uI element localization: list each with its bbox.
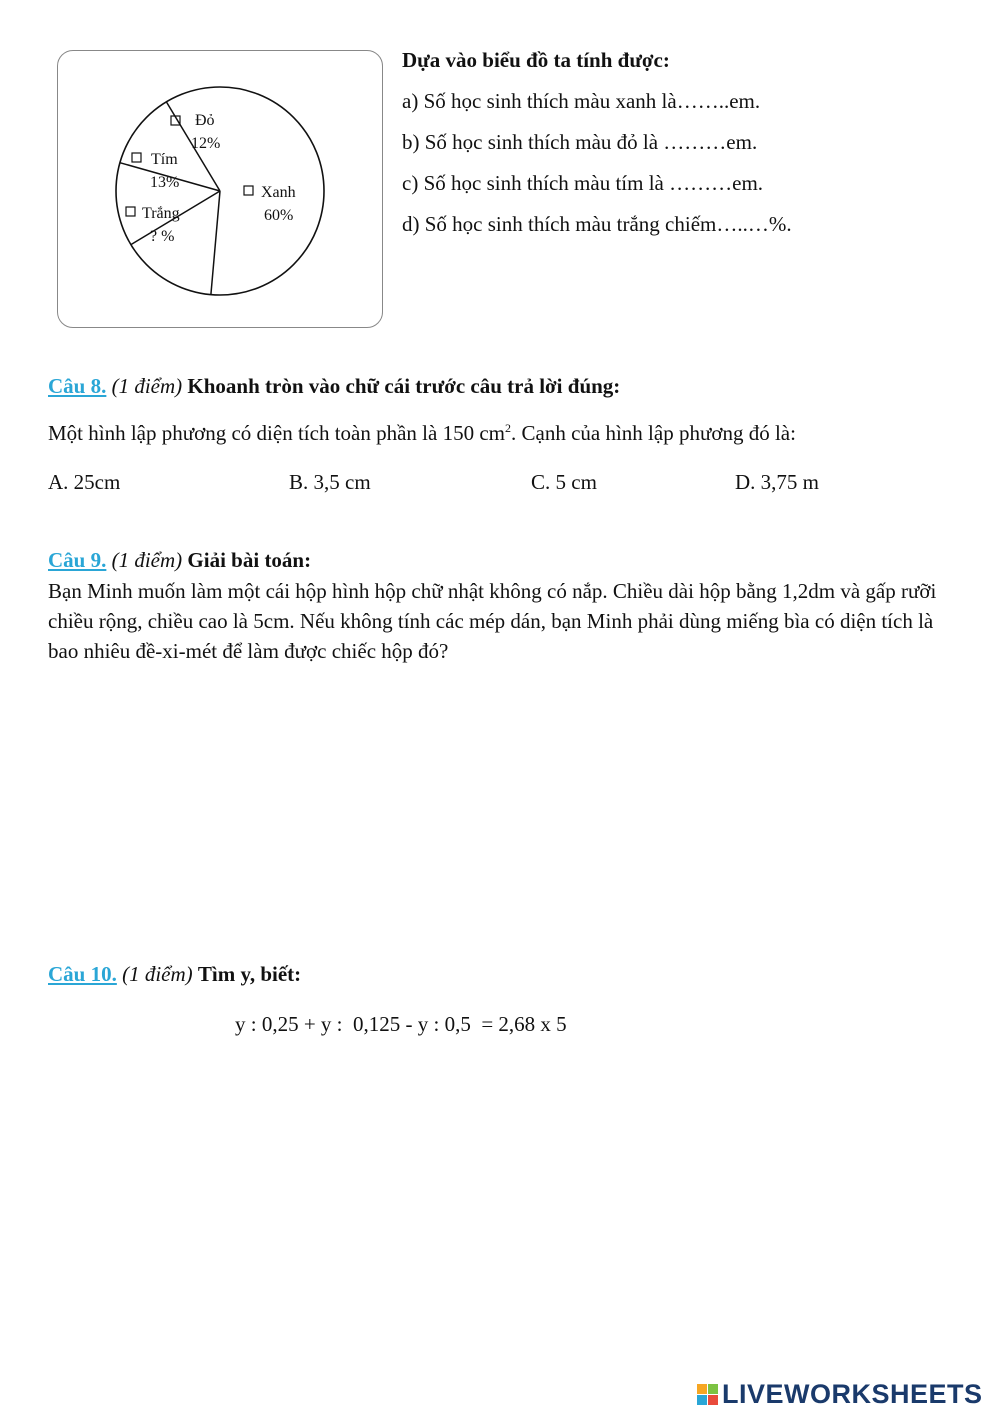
q10-points: (1 điểm) — [122, 962, 193, 986]
slice-name-do: Đỏ — [195, 112, 215, 129]
slice-name-trang: Trắng — [142, 205, 180, 222]
q8-header — [48, 374, 620, 399]
pie-chart-box — [57, 50, 383, 328]
slice-name-xanh: Xanh — [261, 184, 296, 201]
legend-square-xanh — [244, 186, 253, 195]
q10-header — [48, 962, 301, 987]
logo-mark-square — [708, 1395, 718, 1405]
logo-mark-square — [697, 1395, 707, 1405]
q8-question — [48, 421, 796, 446]
chart-questions-heading: Dựa vào biểu đồ ta tính được: — [402, 48, 670, 72]
pie-slice-boundary-trắng — [211, 191, 220, 295]
logo-mark-square — [697, 1384, 707, 1394]
logo-mark-icon — [697, 1384, 718, 1405]
q9-points: (1 điểm) — [111, 548, 183, 572]
q8-points: (1 điểm) — [111, 374, 183, 398]
liveworksheets-logo[interactable] — [697, 1378, 983, 1410]
q8-title: Khoanh tròn vào chữ cái trước câu trả lời đúng: — [187, 374, 621, 398]
q9-text: Bạn Minh muốn làm một cái hộp hình hộp chữ nhật không có nắp. Chiều dài hộp bằng 1,2dm và gấp rưỡi chiều rộng, chiều cao là 5cm. Nếu không tính các mép dán, bạn Minh phải dùng miếng bìa có diện tích là bao nhiêu đề-xi-mét để làm được chiếc hộp đó? — [48, 579, 937, 663]
slice-value-trang: ? % — [150, 228, 175, 245]
slice-value-do: 12% — [191, 135, 221, 152]
pie-chart — [58, 51, 384, 329]
slice-value-xanh: 60% — [264, 207, 294, 224]
q8-text-before: Một hình lập phương có diện tích toàn phần là 150 cm — [48, 421, 505, 445]
logo-text: LIVEWORKSHEETS — [722, 1378, 983, 1409]
chart-question-b: b) Số học sinh thích màu đỏ là ………em. — [402, 130, 758, 154]
q8-option-a[interactable]: A. 25cm — [48, 470, 121, 494]
q9-link[interactable]: Câu 9. — [48, 548, 107, 572]
legend-square-tim — [132, 153, 141, 162]
q8-option-d[interactable]: D. 3,75 m — [735, 470, 819, 494]
chart-question-a: a) Số học sinh thích màu xanh là……..em. — [402, 89, 761, 113]
chart-question-c: c) Số học sinh thích màu tím là ………em. — [402, 171, 764, 195]
q8-option-c[interactable]: C. 5 cm — [531, 470, 597, 494]
q8-option-b[interactable]: B. 3,5 cm — [289, 470, 371, 494]
q9-title: Giải bài toán: — [187, 548, 312, 572]
q10-title: Tìm y, biết: — [197, 962, 302, 986]
q8-text-after: . Cạnh của hình lập phương đó là: — [511, 421, 796, 445]
slice-name-tim: Tím — [151, 151, 178, 168]
q9-header — [48, 548, 311, 573]
logo-mark-square — [708, 1384, 718, 1394]
legend-square-trang — [126, 207, 135, 216]
q10-link[interactable]: Câu 10. — [48, 962, 117, 986]
q10-equation: y : 0,25 + y : 0,125 - y : 0,5 = 2,68 x 5 — [235, 1012, 567, 1036]
slice-value-tim: 13% — [150, 174, 180, 191]
chart-question-d: d) Số học sinh thích màu trắng chiếm…..…%. — [402, 212, 792, 236]
q8-link[interactable]: Câu 8. — [48, 374, 107, 398]
q8-superscript: 2 — [505, 421, 511, 435]
